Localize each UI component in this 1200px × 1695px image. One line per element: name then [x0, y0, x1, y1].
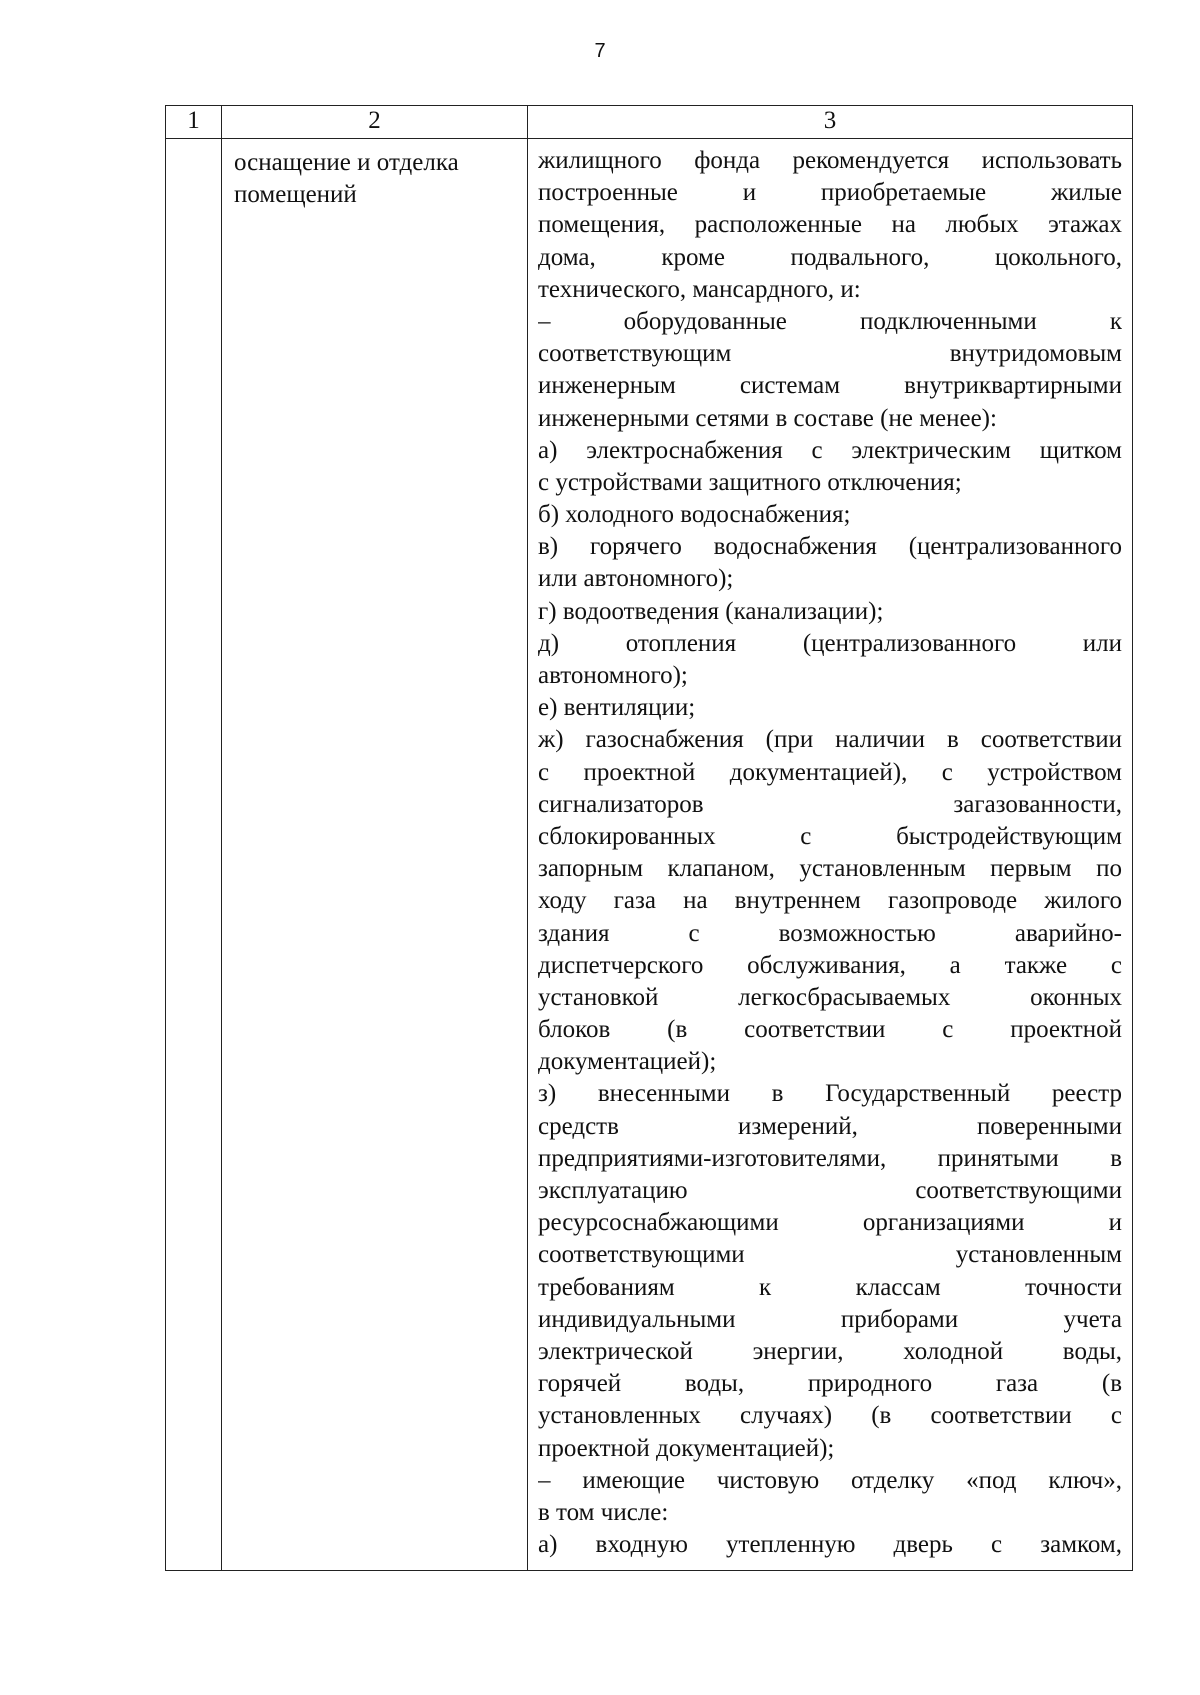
description-line: инженерными сетями в составе (не менее): [538, 404, 997, 432]
description-line: документацией); [538, 1048, 717, 1076]
description-line: блоков (в соответствии с проектной [538, 1016, 1122, 1044]
description-line: ресурсоснабжающими организациями и [538, 1209, 1122, 1237]
description-line: г) водоотведения (канализации); [538, 597, 884, 625]
description-line: технического, мансардного, и: [538, 275, 861, 303]
description-line: сигнализаторов загазованности, [538, 790, 1122, 818]
description-line: требованиям к классам точности [538, 1273, 1122, 1301]
description-line: а) электроснабжения с электрическим щитком [538, 436, 1122, 464]
description-line: диспетчерского обслуживания, а также с [538, 951, 1122, 979]
description-line: в том числе: [538, 1498, 669, 1526]
description-line: соответствующим внутридомовым [538, 340, 1122, 368]
description-line: инженерным системам внутриквартирными [538, 372, 1122, 400]
description-line: здания с возможностью аварийно- [538, 919, 1122, 947]
description-line: или автономного); [538, 565, 734, 593]
description-line: построенные и приобретаемые жилые [538, 179, 1122, 207]
description-line: дома, кроме подвального, цокольного, [538, 243, 1122, 271]
description-line: ходу газа на внутреннем газопроводе жилого [538, 887, 1122, 915]
description-line: – имеющие чистовую отделку «под ключ», [538, 1466, 1122, 1494]
requirements-table [165, 105, 1133, 1571]
description-line: а) входную утепленную дверь с замком, [538, 1531, 1122, 1559]
table-row [166, 139, 1133, 1571]
row-cell-description [528, 139, 1133, 1571]
description-line: установленных случаях) (в соответствии с [538, 1402, 1122, 1430]
column-header-2: 2 [222, 106, 528, 139]
description-line: е) вентиляции; [538, 694, 696, 722]
description-line: жилищного фонда рекомендуется использовать [538, 147, 1122, 174]
description-line: б) холодного водоснабжения; [538, 501, 851, 529]
description-line: в) горячего водоснабжения (централизованного [538, 533, 1122, 561]
description-line: индивидуальными приборами учета [538, 1305, 1122, 1333]
column-header-3: 3 [528, 106, 1133, 139]
description-line: запорным клапаном, установленным первым по [538, 855, 1122, 883]
row-cell-number [166, 139, 222, 1571]
description-line: з) внесенными в Государственный реестр [538, 1080, 1122, 1108]
description-line: сблокированных с быстродействующим [538, 822, 1122, 850]
description-line: электрической энергии, холодной воды, [538, 1337, 1122, 1365]
description-line: с проектной документацией), с устройством [538, 758, 1122, 786]
description-line: установкой легкосбрасываемых оконных [538, 983, 1122, 1011]
description-line: д) отопления (централизованного или [538, 629, 1122, 657]
description-line: – оборудованные подключенными к [538, 307, 1122, 335]
description-line: ж) газоснабжения (при наличии в соответствии [538, 726, 1122, 754]
description-line: средств измерений, поверенными [538, 1112, 1122, 1140]
description-line: проектной документацией); [538, 1434, 835, 1462]
description-line: с устройствами защитного отключения; [538, 468, 962, 496]
description-line: предприятиями-изготовителями, принятыми в [538, 1144, 1122, 1172]
table-header-row [166, 106, 1133, 139]
page-number: 7 [594, 40, 606, 62]
column-header-1: 1 [166, 106, 222, 139]
description-line: эксплуатацию соответствующими [538, 1177, 1122, 1204]
row-cell-subject: оснащение и отделка помещений [222, 139, 528, 1571]
description-line: автономного); [538, 662, 688, 689]
description-line: горячей воды, природного газа (в [538, 1370, 1122, 1398]
description-line: помещения, расположенные на любых этажах [538, 211, 1122, 239]
description-line: соответствующими установленным [538, 1241, 1122, 1269]
